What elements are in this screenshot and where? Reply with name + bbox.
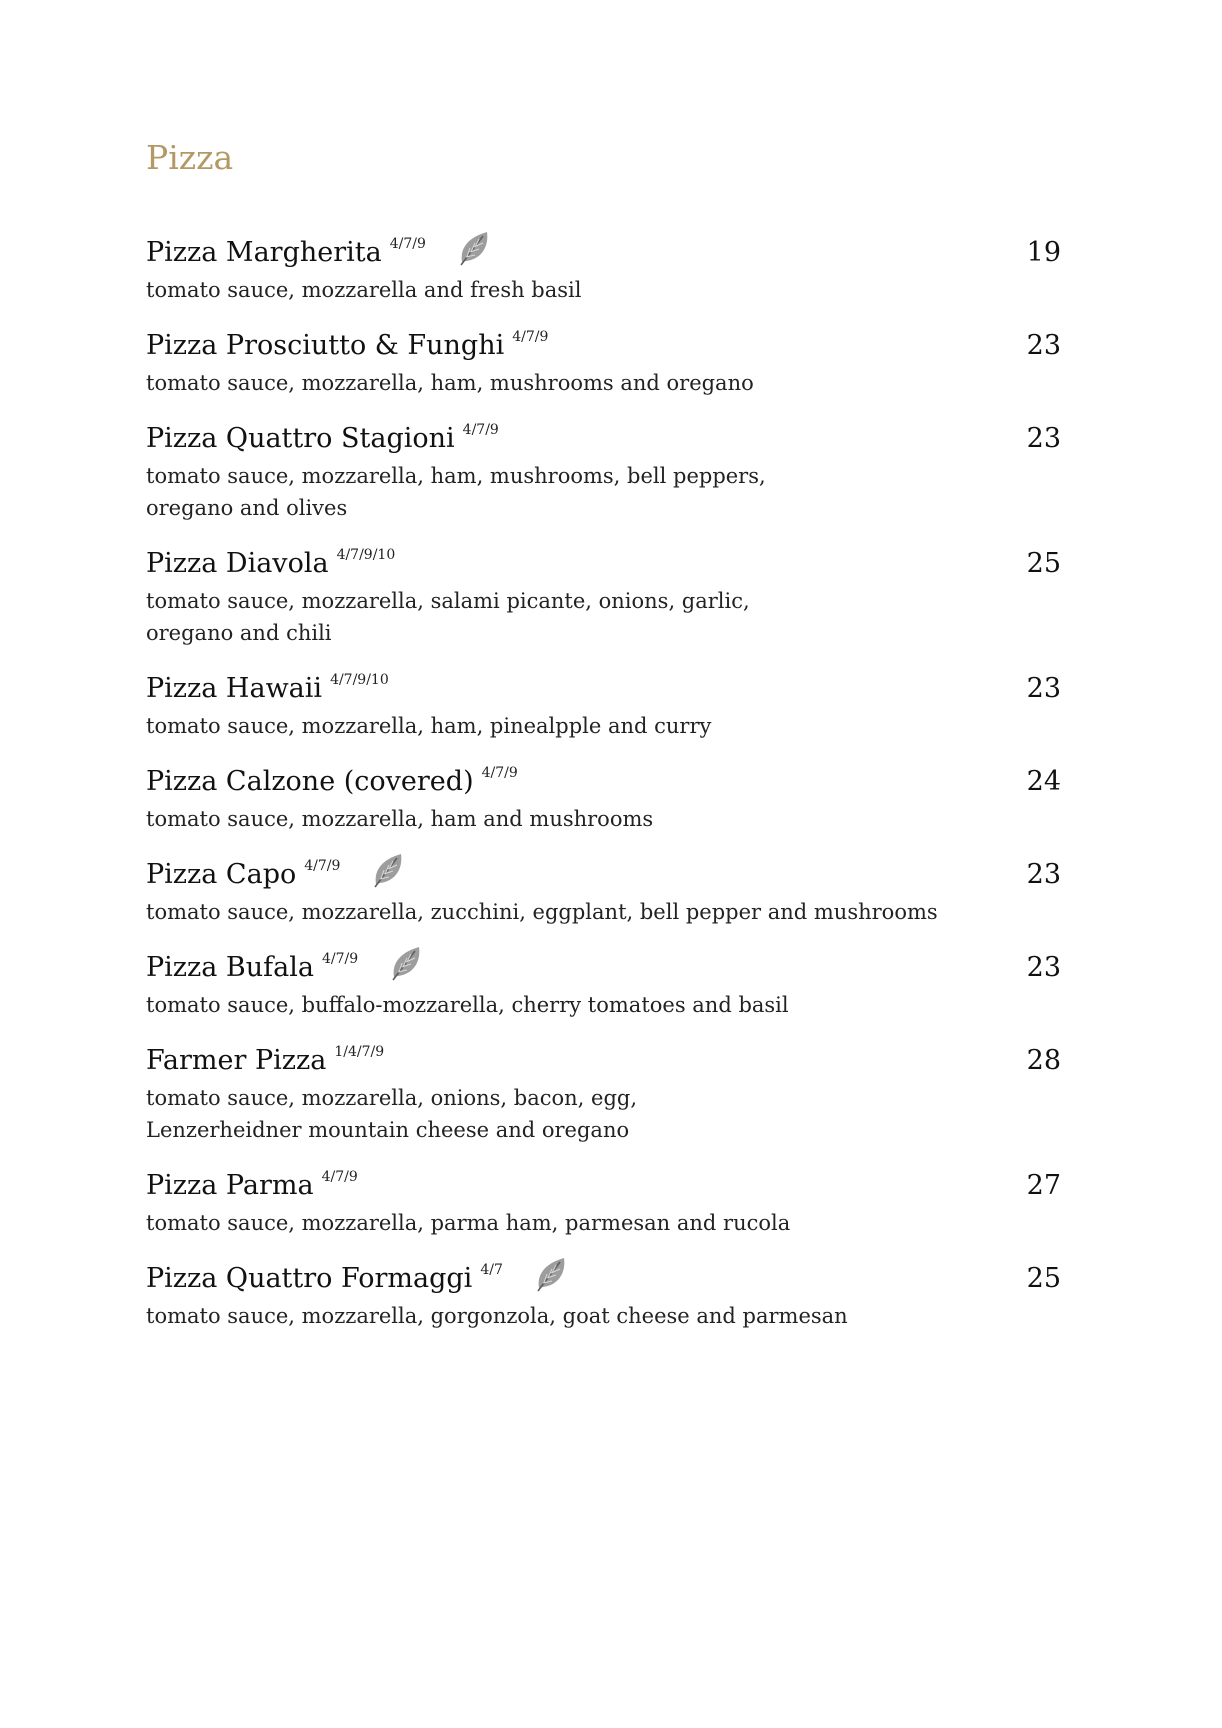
menu-item-description: tomato sauce, mozzarella, ham, mushrooms and oregano (146, 370, 754, 395)
menu-item-description: tomato sauce, mozzarella, zucchini, eggplant, bell pepper and mushrooms (146, 899, 938, 924)
menu-item-header (146, 1260, 1061, 1300)
menu-item-name: Pizza Quattro Stagioni (146, 422, 455, 454)
menu-item (146, 327, 1061, 399)
menu-item (146, 234, 1061, 306)
menu-page (146, 138, 1061, 1353)
menu-list (146, 234, 1061, 1332)
menu-item-price: 23 (1026, 329, 1061, 361)
menu-item-header (146, 234, 1061, 274)
menu-item-price: 24 (1026, 765, 1061, 797)
menu-item (146, 1167, 1061, 1239)
menu-item (146, 763, 1061, 835)
leaf-icon (388, 943, 424, 983)
menu-item-price: 19 (1026, 236, 1061, 268)
menu-item-price: 23 (1026, 858, 1061, 890)
menu-item (146, 420, 1061, 524)
menu-item-description: tomato sauce, mozzarella, ham, mushrooms, bell peppers, oregano and olives (146, 463, 766, 520)
menu-item (146, 949, 1061, 1021)
menu-item-description: tomato sauce, mozzarella and fresh basil (146, 277, 582, 302)
menu-item-allergens: 1/4/7/9 (334, 1043, 385, 1060)
leaf-icon (456, 228, 492, 268)
menu-item (146, 670, 1061, 742)
menu-item-description: tomato sauce, mozzarella, salami picante, onions, garlic, oregano and chili (146, 588, 750, 645)
menu-item-header (146, 420, 1061, 460)
leaf-icon (533, 1254, 569, 1294)
menu-item-header (146, 545, 1061, 585)
menu-item-header (146, 670, 1061, 710)
menu-item-price: 23 (1026, 672, 1061, 704)
menu-item-header (146, 1042, 1061, 1082)
leaf-icon (370, 850, 406, 890)
menu-item-allergens: 4/7/9 (304, 857, 341, 874)
menu-item-name: Pizza Diavola (146, 547, 329, 579)
menu-item-allergens: 4/7/9 (321, 1168, 358, 1185)
menu-item-header (146, 763, 1061, 803)
menu-item-header (146, 1167, 1061, 1207)
menu-item-name: Pizza Quattro Formaggi (146, 1262, 473, 1294)
menu-item-name: Pizza Margherita (146, 236, 382, 268)
menu-item-allergens: 4/7/9 (322, 950, 359, 967)
menu-item-name: Pizza Calzone (covered) (146, 765, 474, 797)
menu-item-allergens: 4/7/9 (512, 328, 549, 345)
menu-item-name: Pizza Prosciutto & Funghi (146, 329, 505, 361)
menu-item-price: 25 (1026, 1262, 1061, 1294)
menu-item-description: tomato sauce, mozzarella, ham and mushrooms (146, 806, 654, 831)
menu-item (146, 545, 1061, 649)
menu-item-price: 23 (1026, 951, 1061, 983)
menu-item-allergens: 4/7/9 (481, 764, 518, 781)
menu-item-allergens: 4/7/9/10 (336, 546, 396, 563)
menu-item-header (146, 327, 1061, 367)
menu-item-price: 28 (1026, 1044, 1061, 1076)
menu-item-description: tomato sauce, mozzarella, gorgonzola, goat cheese and parmesan (146, 1303, 848, 1328)
menu-item-allergens: 4/7 (480, 1261, 503, 1278)
menu-item-price: 25 (1026, 547, 1061, 579)
menu-item (146, 1042, 1061, 1146)
section-title: Pizza (146, 138, 234, 177)
menu-item-description: tomato sauce, mozzarella, parma ham, parmesan and rucola (146, 1210, 791, 1235)
menu-item-header (146, 949, 1061, 989)
menu-item-description: tomato sauce, mozzarella, ham, pinealpple and curry (146, 713, 712, 738)
menu-item-allergens: 4/7/9 (389, 235, 426, 252)
menu-item-price: 23 (1026, 422, 1061, 454)
menu-item-price: 27 (1026, 1169, 1061, 1201)
menu-item-description: tomato sauce, mozzarella, onions, bacon, egg, Lenzerheidner mountain cheese and oregano (146, 1085, 638, 1142)
menu-item (146, 1260, 1061, 1332)
menu-item-name: Pizza Hawaii (146, 672, 323, 704)
menu-item (146, 856, 1061, 928)
menu-item-allergens: 4/7/9/10 (330, 671, 389, 688)
menu-item-header (146, 856, 1061, 896)
menu-item-name: Farmer Pizza (146, 1044, 327, 1076)
menu-item-allergens: 4/7/9 (462, 421, 499, 438)
menu-item-name: Pizza Capo (146, 858, 297, 890)
menu-item-name: Pizza Parma (146, 1169, 314, 1201)
menu-item-description: tomato sauce, buffalo-mozzarella, cherry tomatoes and basil (146, 992, 789, 1017)
menu-item-name: Pizza Bufala (146, 951, 314, 983)
